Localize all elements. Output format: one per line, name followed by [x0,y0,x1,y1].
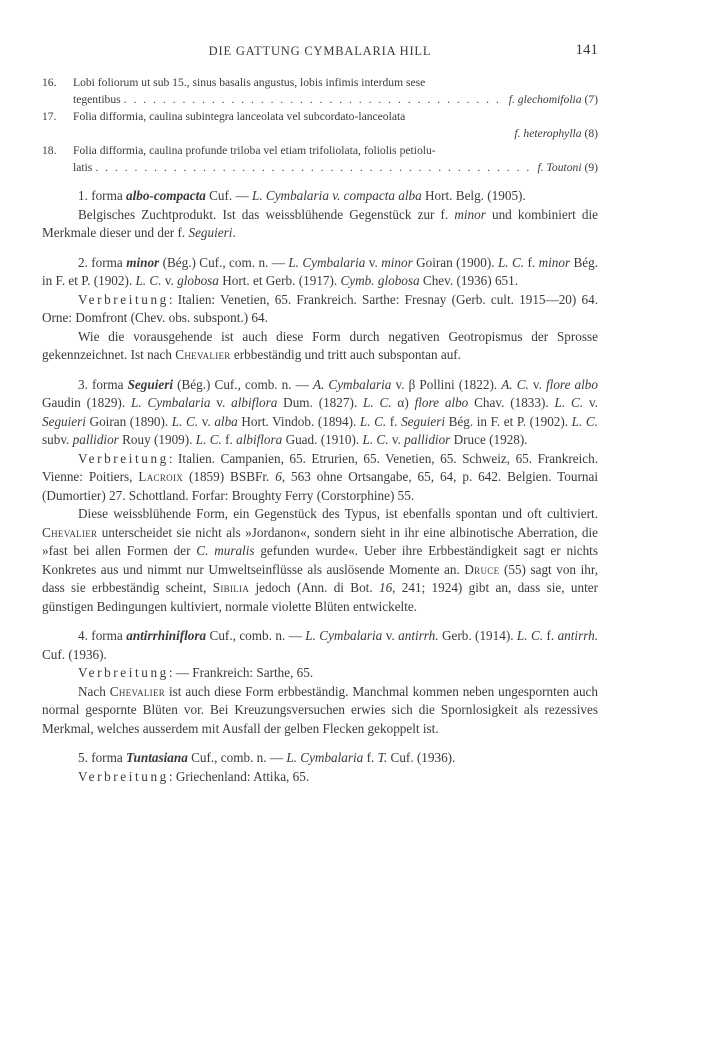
key-entry-16 [42,74,598,108]
forma-5-heading: 5. forma Tuntasiana Cuf., comb. n. — L. Cymbalaria f. T. Cuf. (1936). [78,750,456,765]
page-number: 141 [575,42,598,58]
dot-leader [95,159,534,176]
main-text [42,187,598,786]
forma-1-description: Belgisches Zuchtprodukt. Ist das weissblühende Gegenstück zur f. minor und kombiniert die Merkmale dieser und der f. Seguieri. [42,206,598,240]
forma-3-description: Diese weissblühende Form, ein Gegenstück des Typus, ist ebenfalls spontan und oft cultiviert. Chevalier unterscheidet sie nicht als »Jordanon«, sondern sieht in ihr eine albinotische Aberration, die »fast bei allen Formen der C. muralis gefunden wurde«. Ueber ihre Erbbeständigkeit sagt er nichts Konkretes aus und nimmt nur Umweltseinflüsse als auslösende Momente an. Druce (55) sagt von ihr, dass sie erbbeständig scheint, Sibilia jedoch (Ann. di Bot. 16, 241; 1924) gibt an, dass sie, unter günstigen Bedingungen kultiviert, normale violette Blüten entwickelte. [42,506,598,614]
page [42,40,598,786]
forma-5-distribution: Verbreitung: Griechenland: Attika, 65. [78,768,310,784]
taxon-name: Tuntasiana [125,750,188,765]
determination-key [42,74,598,176]
forma-3-distribution: Verbreitung: Italien. Campanien, 65. Etrurien, 65. Venetien, 65. Schweiz, 65. Frankreich. Vienne: Poitiers, Lacroix (1859) BSBFr. 6, 563 ohne Ortsangabe, 65, 64, p. 642. Belgien. Tournai (Dumortier) 27. Schottland. Forfar: Broughty Ferry (Corstorphine) 55. [42,450,598,503]
taxon-name: Seguieri [127,376,174,392]
key-text: Lobi foliorum ut sub 15., sinus basalis angustus, lobis infimis interdum sese [73,76,426,89]
key-entry-17 [42,108,598,142]
key-text: Folia difformia, caulina subintegra lanceolata vel subcordato-lanceolata [73,110,406,123]
forma-2-distribution: Verbreitung: Italien: Venetien, 65. Frankreich. Sarthe: Fresnay (Gerb. cult. 1915—20) 64. Orne: Domfront (Chev. obs. subspont.) 64. [42,291,598,325]
key-ref: (7) [584,93,598,106]
forma-4-description: Nach Chevalier ist auch diese Form erbbeständig. Manchmal kommen neben ungespornten auch normal gespornte Blüten vor. Bei Kreuzungsversuchen erwies sich die Spornlosigkeit als rezessives Merkmal, welches ausserdem mit Ausfall der gelben Flecken gekoppelt ist. [42,683,598,736]
key-text-end: latis [73,161,93,174]
dot-leader [124,91,506,108]
key-number: 18. [42,144,57,157]
key-ref: (9) [584,161,598,174]
forma-2-description: Wie die vorausgehende ist auch diese Form durch negativen Geotropismus der Sprosse gekennzeichnet. Ist nach Chevalier erbbeständig und tritt auch subspontan auf. [42,328,598,362]
taxon-name: antirrhiniflora [126,628,207,643]
key-number: 16. [42,76,57,89]
key-result: f. glechomifolia [508,93,582,106]
key-entry-18 [42,142,598,176]
key-result-line [73,125,598,142]
forma-1-heading: 1. forma albo-compacta Cuf. — L. Cymbalaria v. compacta alba Hort. Belg. (1905). [78,188,526,203]
page-header [42,40,598,64]
key-text: Folia difformia, caulina profunde triloba vel etiam trifoliolata, foliolis petiolu- [73,144,436,157]
key-ref: (8) [584,127,598,140]
forma-2-heading: 2. forma minor (Bég.) Cuf., com. n. — L. Cymbalaria v. minor Goiran (1900). L. C. f. minor Bég. in F. et P. (1902). L. C. v. globosa Hort. et Gerb. (1917). Cymb. globosa Chev. (1936) 651. [42,254,599,288]
running-title: DIE GATTUNG CYMBALARIA HILL [208,44,432,58]
taxon-name: minor [126,254,160,270]
key-result: f. Toutoni [537,161,582,174]
key-leader-line [73,91,598,108]
forma-3-heading: 3. forma Seguieri (Bég.) Cuf., comb. n. — A. Cymbalaria v. β Pollini (1822). A. C. v. flore albo Gaudin (1829). L. Cymbalaria v. albiflora Dum. (1827). L. C. α) flore albo Chav. (1833). L. C. v. Seguieri Goiran (1890). L. C. v. alba Hort. Vindob. (1894). L. C. f. Seguieri Bég. in F. et P. (1902). L. C. subv. pallidior Rouy (1909). L. C. f. albiflora Guad. (1910). L. C. v. pallidior Druce (1928). [42,376,598,447]
forma-4-heading: 4. forma antirrhiniflora Cuf., comb. n. — L. Cymbalaria v. antirrh. Gerb. (1914). L. C. f. antirrh. Cuf. (1936). [42,628,599,662]
key-leader-line [73,159,598,176]
forma-4-distribution: Verbreitung: — Frankreich: Sarthe, 65. [78,665,314,680]
key-text-end: tegentibus [73,93,121,106]
key-result: f. heterophylla [514,127,582,140]
key-number: 17. [42,110,57,123]
taxon-name: albo-compacta [125,188,206,203]
